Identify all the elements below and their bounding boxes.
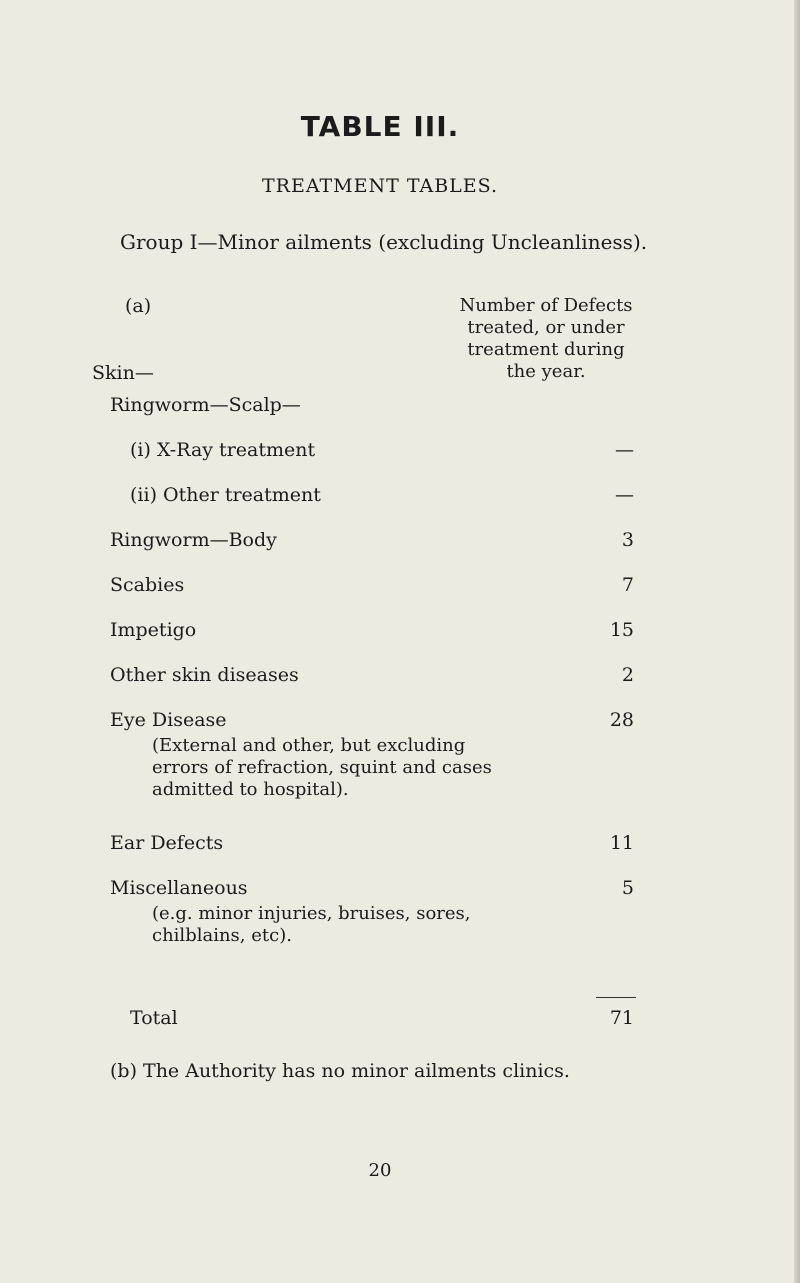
row-value-other-skin: 2 xyxy=(621,664,634,686)
row-value-ringworm-body: 3 xyxy=(621,529,634,551)
section-b-text: (b) The Authority has no minor ailments clinics. xyxy=(110,1060,570,1082)
column-header-line: treatment during xyxy=(467,339,625,360)
misc-note-line: (e.g. minor injuries, bruises, sores, xyxy=(152,903,471,924)
skin-label: Skin— xyxy=(92,362,154,384)
row-label-impetigo: Impetigo xyxy=(110,619,197,641)
ringworm-scalp-label: Ringworm—Scalp— xyxy=(110,394,301,416)
row-value-scabies: 7 xyxy=(621,574,634,596)
column-header-line: treated, or under xyxy=(467,317,625,338)
page-edge xyxy=(794,0,800,1283)
eye-note-line: (External and other, but excluding xyxy=(152,735,466,756)
column-header xyxy=(436,295,656,383)
column-header-line: the year. xyxy=(506,361,586,382)
row-label-ringworm-body: Ringworm—Body xyxy=(110,529,277,551)
column-header-line: Number of Defects xyxy=(459,295,633,316)
row-value-total: 71 xyxy=(609,1007,634,1029)
total-rule xyxy=(596,997,636,998)
row-label-xray: (i) X-Ray treatment xyxy=(130,439,316,461)
row-label-total: Total xyxy=(130,1007,178,1029)
row-value-eye-disease: 28 xyxy=(609,709,634,731)
eye-note-line: admitted to hospital). xyxy=(152,779,349,800)
page-number: 20 xyxy=(368,1160,392,1181)
group-heading: Group I—Minor ailments (excluding Uncleanliness). xyxy=(120,230,648,254)
misc-note-line: chilblains, etc). xyxy=(152,925,292,946)
row-value-xray: — xyxy=(615,439,634,461)
misc-note xyxy=(152,903,471,947)
row-label-eye-disease: Eye Disease xyxy=(110,709,227,731)
row-value-impetigo: 15 xyxy=(609,619,634,641)
row-value-miscellaneous: 5 xyxy=(621,877,634,899)
page-subtitle: TREATMENT TABLES. xyxy=(261,175,499,197)
row-label-other-skin: Other skin diseases xyxy=(110,664,299,686)
row-label-ear-defects: Ear Defects xyxy=(110,832,224,854)
row-label-miscellaneous: Miscellaneous xyxy=(110,877,248,899)
page-title: TABLE III. xyxy=(300,110,460,143)
eye-note xyxy=(152,735,492,801)
eye-note-line: errors of refraction, squint and cases xyxy=(152,757,492,778)
row-label-other-treatment: (ii) Other treatment xyxy=(130,484,321,506)
row-value-ear-defects: 11 xyxy=(609,832,634,854)
section-a-label: (a) xyxy=(125,295,152,317)
row-label-scabies: Scabies xyxy=(110,574,185,596)
row-value-other-treatment: — xyxy=(615,484,634,506)
